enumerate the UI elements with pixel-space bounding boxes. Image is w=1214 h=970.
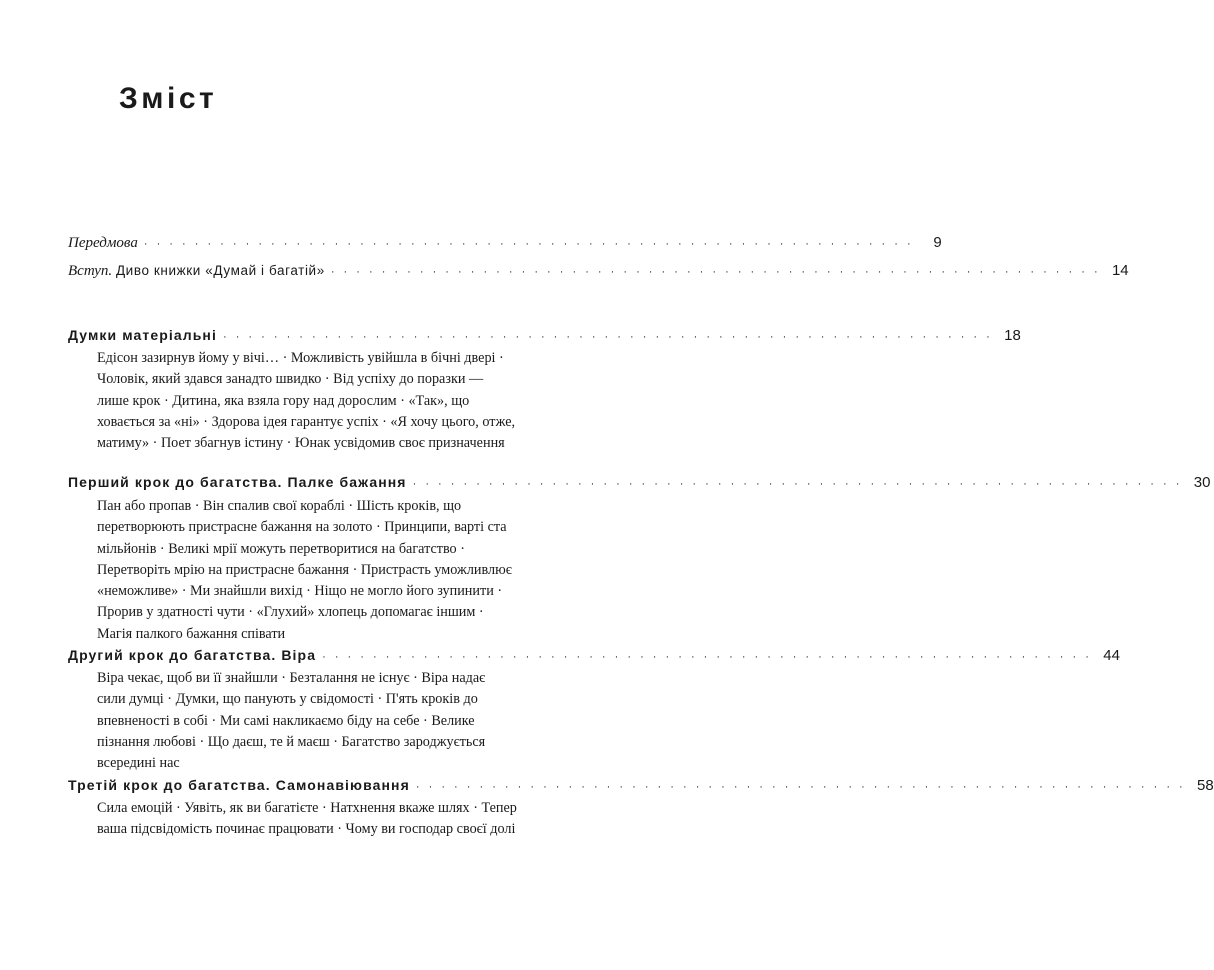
toc-entry-title-group [68,261,325,281]
chapter-title: Думки матеріальні [68,327,217,343]
chapter-description: Сила емоцій · Уявіть, як ви багатієте · Натхнення вкаже шлях · Тепер ваша підсвідомість починає працювати · Чому ви господар своєї долі [97,800,517,838]
dot-leader: · · · · · · · · · · · · · · · · · · · · · · · · · · · · · · · · · · · · · · · · · · · · · · · · · · · · · · · · · · · · · [143,238,914,250]
toc-page-number: 18 [1004,327,1021,344]
toc-chapter-2[interactable] [68,472,1211,494]
dot-leader: · · · · · · · · · · · · · · · · · · · · · · · · · · · · · · · · · · · · · · · · · · · · · · · · · · · · · · · · · · · · · [415,781,1186,793]
toc-page-number: 58 [1197,777,1214,794]
page-title: Зміст [119,82,218,115]
toc-entry-introduction[interactable] [68,261,1129,282]
chapter-description: Пан або пропав · Він спалив свої кораблі · Шість кроків, що перетворюють пристрасне бажання на золото · Принципи, варті ста мільйонів · Великі мрії можуть перетворитися на багатство · Перетворіть мрію на пристрасне бажання · Пристрасть уможливлює «неможливе» · Ми знайшли вихід · Ніщо не могло його зупинити · Прорив у здатності чути · «Глухий» хлопець допомагає іншим · Магія палкого бажання співати [97,498,512,642]
toc-page-number: 14 [1111,262,1129,279]
toc-chapter-4[interactable] [68,775,1214,797]
chapter-title: Третій крок до багатства. Самонавіювання [68,777,410,793]
dot-leader: · · · · · · · · · · · · · · · · · · · · · · · · · · · · · · · · · · · · · · · · · · · · · · · · · · · · · · · · · · · · · [322,651,1092,663]
dot-leader: · · · · · · · · · · · · · · · · · · · · · · · · · · · · · · · · · · · · · · · · · · · · · · · · · · · · · · · · · · · · · [222,331,993,343]
toc-page-number: 44 [1103,647,1120,664]
toc-page-number: 9 [933,234,942,251]
toc-entry-title: Диво книжки «Думай і багатій» [115,263,325,278]
dot-leader: · · · · · · · · · · · · · · · · · · · · · · · · · · · · · · · · · · · · · · · · · · · · · · · · · · · · · · · · · · · · · [412,478,1183,490]
chapter-title: Перший крок до багатства. Палке бажання [68,474,407,490]
toc-entry-preface[interactable] [68,233,942,254]
toc-chapter-1[interactable] [68,325,1021,347]
toc-entry-prefix: Вступ. [68,263,113,279]
dot-leader: · · · · · · · · · · · · · · · · · · · · · · · · · · · · · · · · · · · · · · · · · · · · · · · · · · · · · · · · · · · · · [330,266,1101,278]
toc-entry-title: Передмова [68,235,138,251]
chapter-description: Віра чекає, щоб ви її знайшли · Безталання не існує · Віра надає сили думці · Думки, що панують у свідомості · П'ять кроків до впевненості в собі · Ми самі накликаємо біду на себе · Велике пізнання любові · Що даєш, те й маєш · Багатство зароджується всередині нас [97,670,486,772]
toc-page-number: 30 [1193,474,1211,491]
toc-chapter-3[interactable] [68,645,1120,667]
chapter-title: Другий крок до багатства. Віра [68,647,317,663]
chapter-description: Едісон зазирнув йому у вічі… · Можливість увійшла в бічні двері · Чоловік, який здався занадто швидко · Від успіху до поразки — лише крок · Дитина, яка взяла гору над дорослим · «Так», що ховається за «ні» · Здорова ідея гарантує успіх · «Я хочу цього, отже, матиму» · Поет збагнув істину · Юнак усвідомив своє призначення [97,350,516,452]
